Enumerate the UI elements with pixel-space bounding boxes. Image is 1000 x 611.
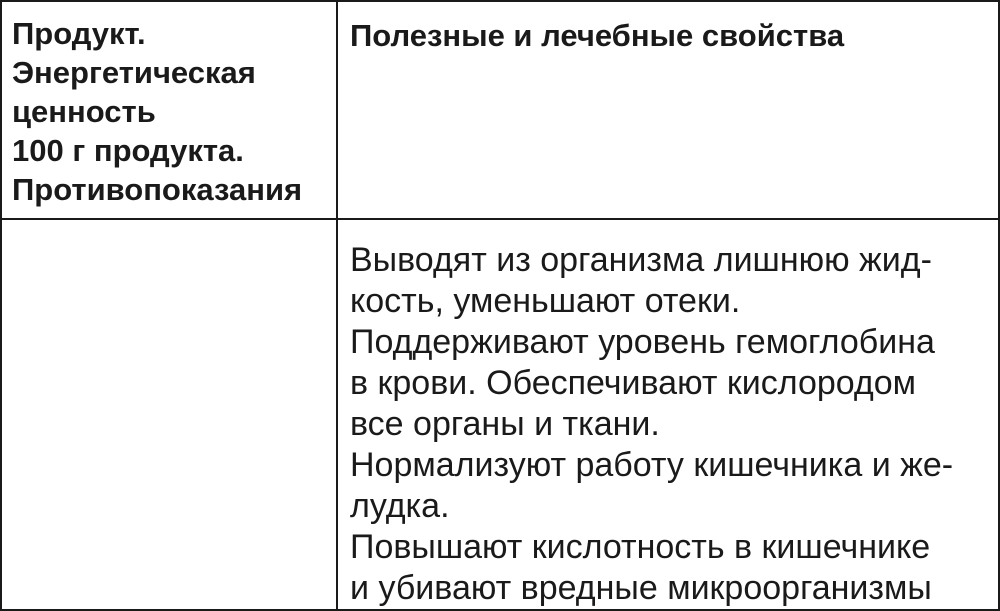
- header-properties-label: Полезные и лечебные свойства: [350, 18, 845, 53]
- table-header-row: [1, 1, 999, 219]
- row-cell-product: [1, 219, 337, 610]
- properties-text-line: в крови. Обеспечивают кислородом: [350, 364, 917, 402]
- properties-text-line: Выводят из организма лишнюю жид-: [350, 241, 932, 279]
- table-row: [1, 219, 999, 610]
- row-cell-properties: [337, 219, 999, 610]
- properties-text-line: лудка.: [350, 487, 450, 525]
- header-product-line: Энергетическая: [12, 55, 256, 90]
- properties-text-line: Нормализуют работу кишечника и же-: [350, 446, 954, 484]
- header-product-line: 100 г продукта.: [12, 133, 244, 168]
- header-product-line: Противопоказания: [12, 172, 303, 207]
- header-product-line: ценность: [12, 94, 156, 129]
- properties-text-line: Повышают кислотность в кишечнике: [350, 528, 931, 566]
- properties-text-line: и убивают вредные микроорганизмы: [350, 569, 932, 607]
- header-cell-properties: [337, 1, 999, 219]
- properties-text-line: все органы и ткани.: [350, 405, 660, 443]
- properties-text-line: кость, уменьшают отеки.: [350, 282, 741, 320]
- header-product-line: Продукт.: [12, 16, 146, 51]
- properties-text-line: Поддерживают уровень гемоглобина: [350, 323, 935, 361]
- header-cell-product: [1, 1, 337, 219]
